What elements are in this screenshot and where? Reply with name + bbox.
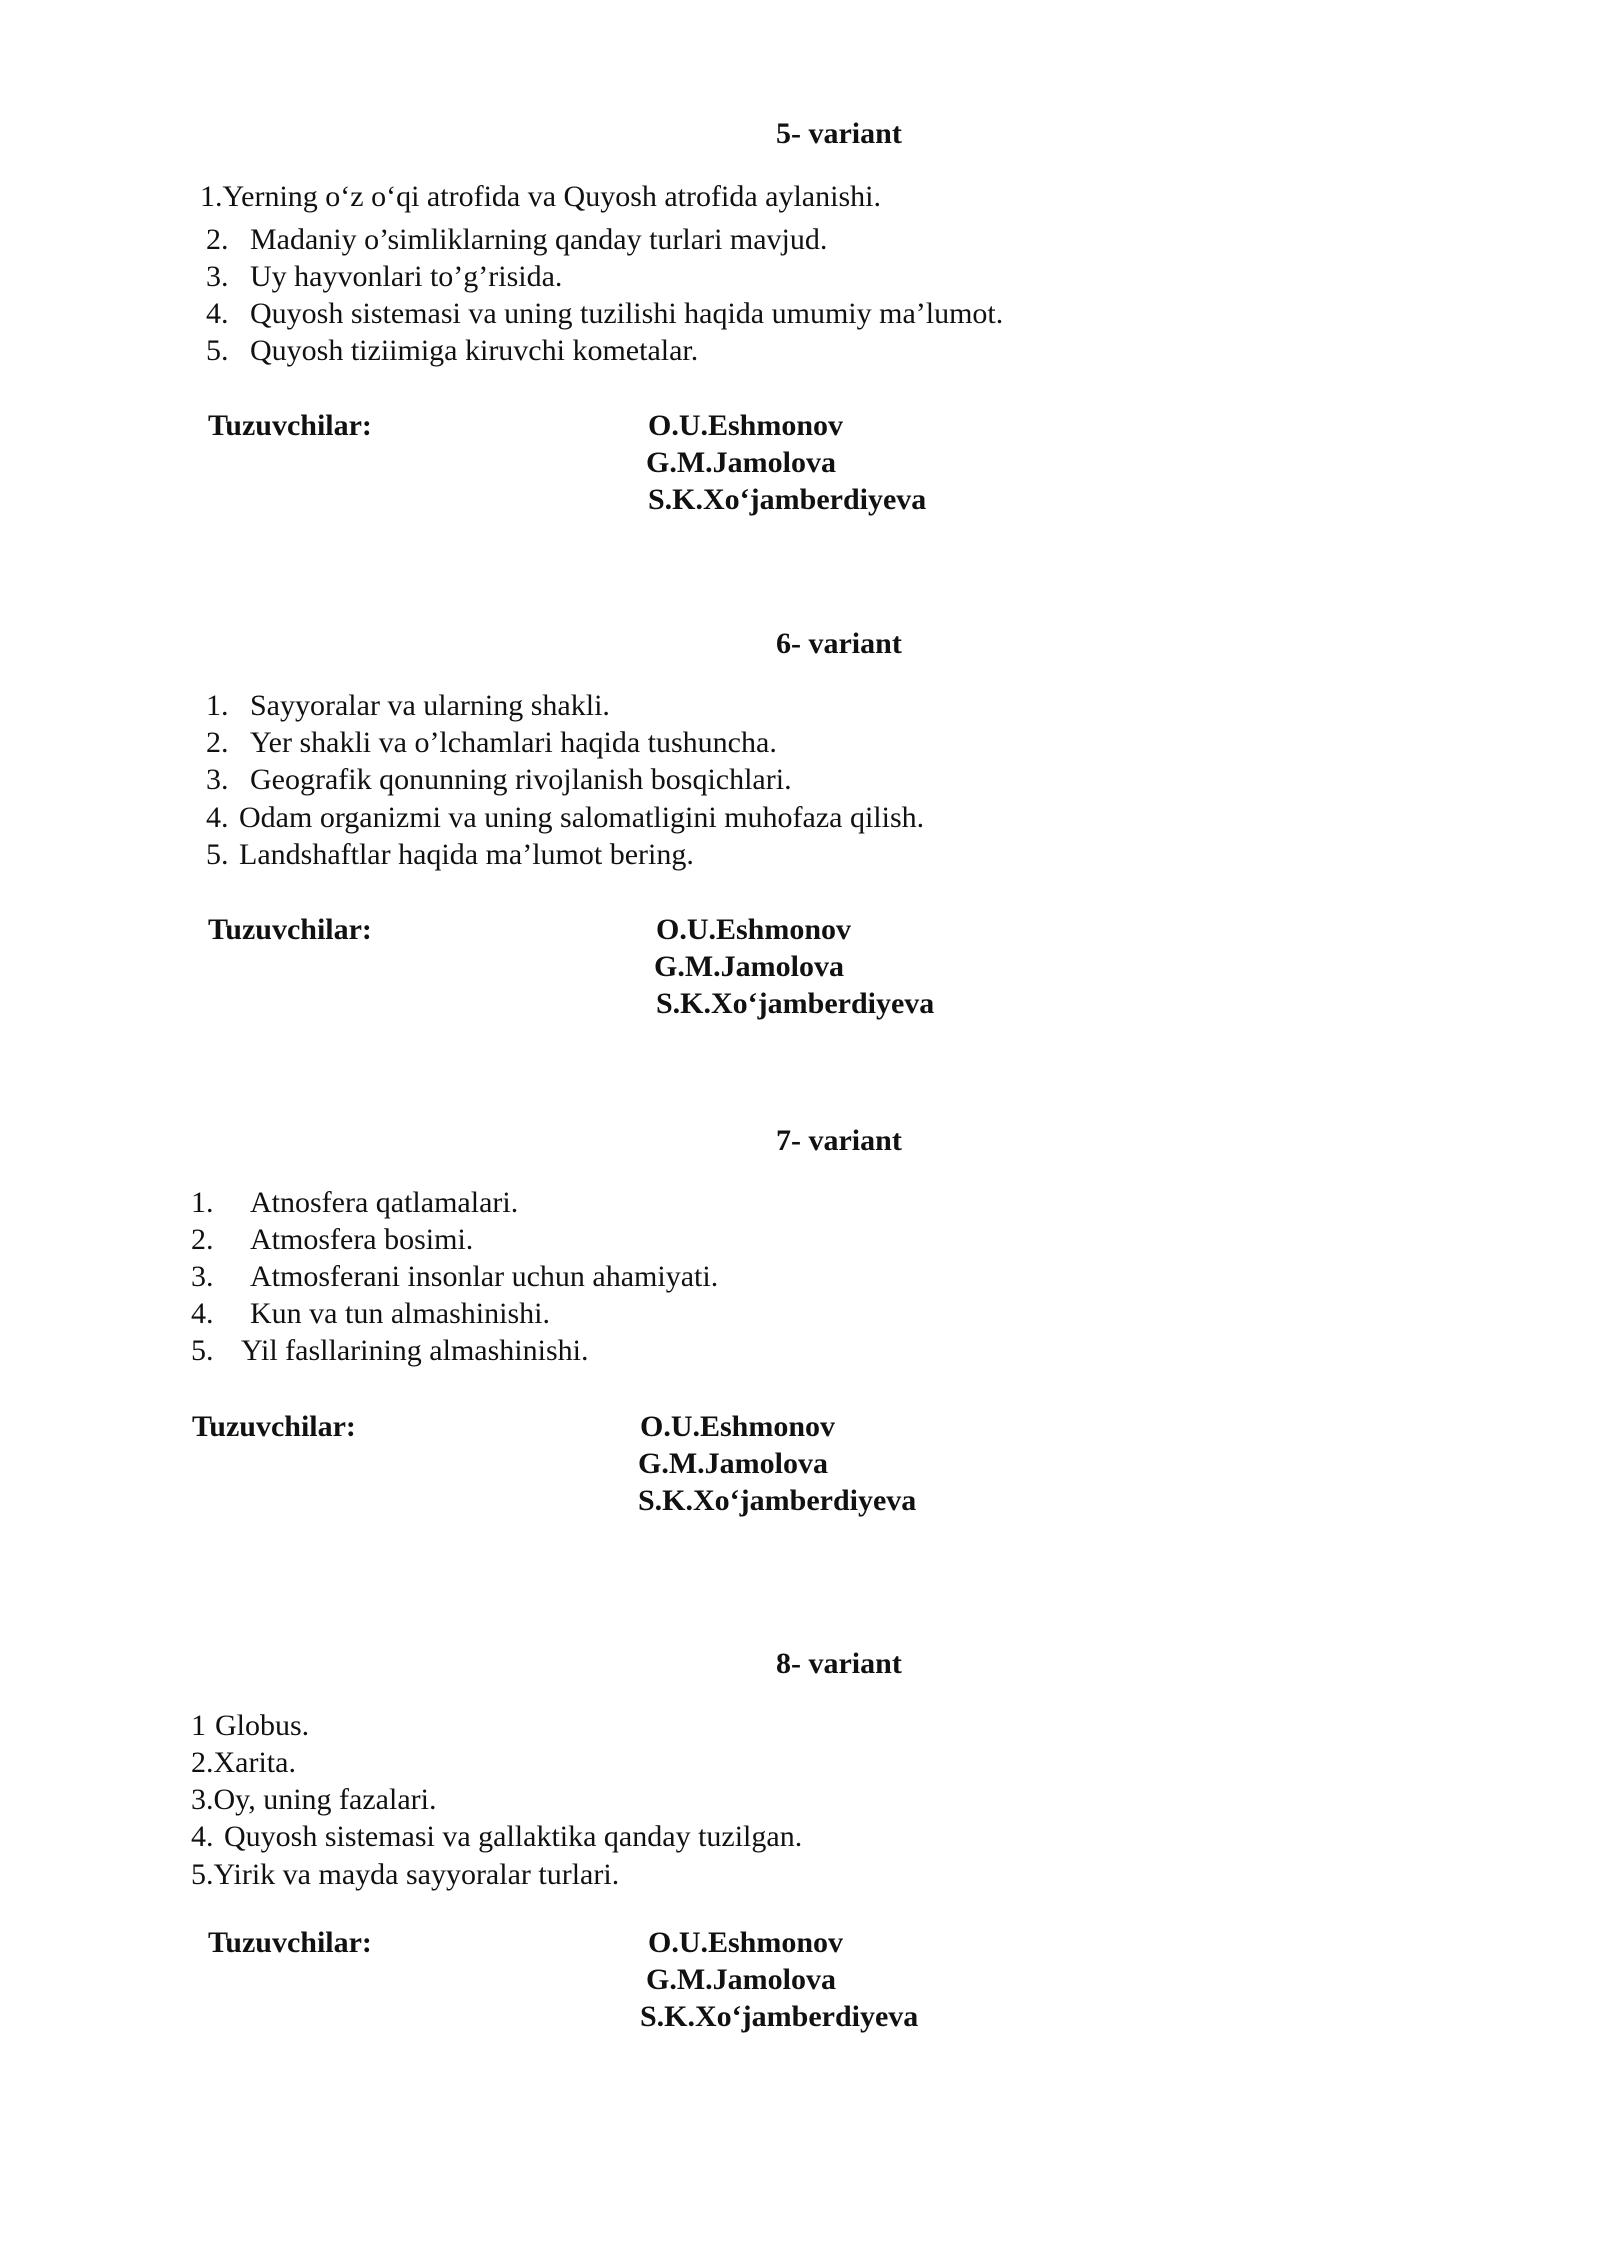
item-text: Yirik va mayda sayyoralar turlari. [213, 1858, 620, 1891]
item-text: Geografik qonunning rivojlanish bosqichlari. [250, 763, 792, 796]
authors-label: Tuzuvchilar: [208, 913, 372, 946]
list-item [206, 762, 792, 798]
list-item [191, 1782, 436, 1818]
author-name: G.M.Jamolova [654, 950, 844, 983]
list-item [191, 1857, 619, 1893]
list-item [191, 1819, 802, 1855]
list-item [206, 837, 694, 873]
item-number: 2. [191, 1746, 214, 1779]
item-text: Yerning o‘z o‘qi atrofida va Quyosh atrofida aylanishi. [222, 180, 881, 213]
authors-label: Tuzuvchilar: [208, 1926, 372, 1959]
authors-label: Tuzuvchilar: [208, 409, 372, 442]
item-number: 1. [200, 180, 223, 213]
item-number: 4. [206, 297, 229, 330]
list-item [191, 1745, 296, 1781]
author-name: G.M.Jamolova [638, 1447, 828, 1480]
item-text: Xarita. [213, 1746, 296, 1779]
author-name: O.U.Eshmonov [648, 409, 844, 442]
author-name: S.K.Xo‘jamberdiyeva [640, 2000, 919, 2033]
list-item [191, 1708, 309, 1744]
variant-title: 8- variant [776, 1647, 902, 1680]
list-item [206, 259, 562, 295]
list-item [206, 222, 827, 258]
item-text: Atmosfera bosimi. [250, 1223, 474, 1256]
item-number: 5. [206, 838, 229, 871]
item-text: Quyosh tiziimiga kiruvchi kometalar. [250, 334, 699, 367]
item-number: 3. [206, 763, 229, 796]
list-item [200, 179, 881, 215]
item-text: Atnosfera qatlamalari. [250, 1186, 519, 1219]
item-text: Quyosh sistemasi va gallaktika qanday tuzilgan. [224, 1820, 803, 1853]
variant-title: 7- variant [776, 1124, 902, 1157]
item-number: 5. [191, 1858, 214, 1891]
item-number: 5. [206, 334, 229, 367]
item-text: Oy, uning fazalari. [213, 1783, 437, 1816]
item-number: 2. [191, 1223, 214, 1256]
item-text: Landshaftlar haqida ma’lumot bering. [239, 838, 694, 871]
item-text: Sayyoralar va ularning shakli. [250, 689, 610, 722]
author-name: O.U.Eshmonov [656, 913, 852, 946]
item-number: 3. [191, 1260, 214, 1293]
author-name: O.U.Eshmonov [648, 1926, 844, 1959]
item-number: 2. [206, 726, 229, 759]
list-item [191, 1259, 718, 1295]
item-text: Odam organizmi va uning salomatligini muhofaza qilish. [239, 801, 925, 834]
item-number: 3. [206, 260, 229, 293]
item-text: Uy hayvonlari to’g’risida. [250, 260, 563, 293]
item-number: 1 [191, 1709, 206, 1742]
list-item [206, 725, 777, 761]
item-number: 5. [191, 1334, 214, 1367]
item-text: Kun va tun almashinishi. [250, 1297, 550, 1330]
item-number: 1. [206, 689, 229, 722]
item-number: 4. [191, 1820, 214, 1853]
variant-title: 5- variant [776, 117, 902, 150]
variant-title: 6- variant [776, 627, 902, 660]
author-name: O.U.Eshmonov [640, 1410, 836, 1443]
list-item [206, 688, 610, 724]
item-text: Yer shakli va o’lchamlari haqida tushuncha. [250, 726, 777, 759]
author-name: G.M.Jamolova [646, 446, 836, 479]
item-number: 4. [191, 1297, 214, 1330]
list-item [191, 1185, 518, 1221]
author-name: S.K.Xo‘jamberdiyeva [648, 483, 927, 516]
list-item [206, 333, 698, 369]
item-text: Atmosferani insonlar uchun ahamiyati. [250, 1260, 719, 1293]
authors-label: Tuzuvchilar: [192, 1410, 356, 1443]
item-number: 1. [191, 1186, 214, 1219]
list-item [191, 1222, 473, 1258]
item-number: 4. [206, 801, 229, 834]
author-name: S.K.Xo‘jamberdiyeva [638, 1484, 917, 1517]
list-item [206, 800, 924, 836]
author-name: G.M.Jamolova [646, 1963, 836, 1996]
item-text: Yil fasllarining almashinishi. [241, 1334, 589, 1367]
item-text: Globus. [215, 1709, 310, 1742]
list-item [191, 1333, 588, 1369]
item-number: 2. [206, 223, 229, 256]
item-number: 3. [191, 1783, 214, 1816]
list-item [191, 1296, 550, 1332]
author-name: S.K.Xo‘jamberdiyeva [656, 987, 935, 1020]
list-item [206, 296, 1003, 332]
item-text: Quyosh sistemasi va uning tuzilishi haqida umumiy ma’lumot. [250, 297, 1004, 330]
item-text: Madaniy o’simliklarning qanday turlari mavjud. [250, 223, 828, 256]
